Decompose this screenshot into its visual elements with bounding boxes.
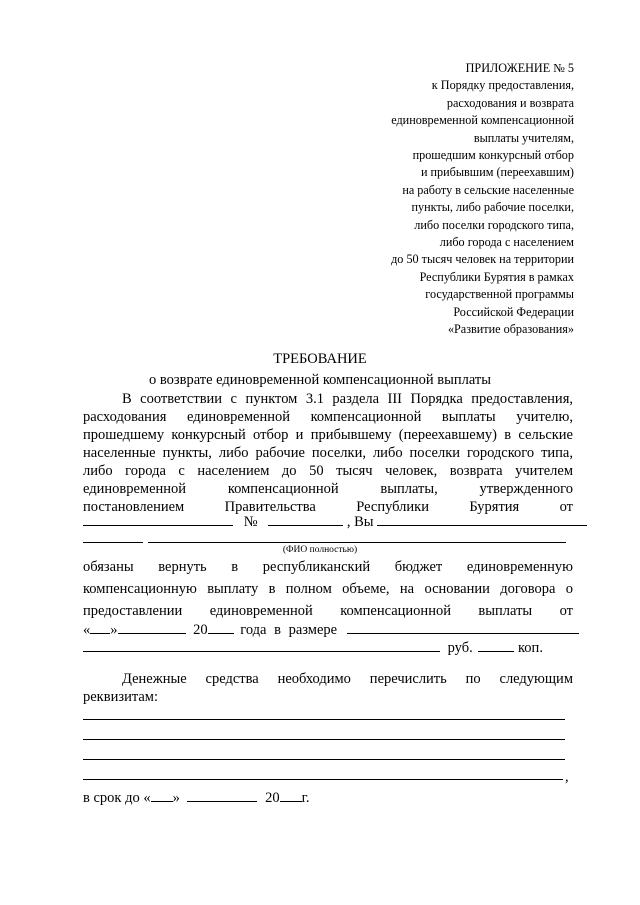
appendix-line: до 50 тысяч человек на территории — [391, 252, 574, 267]
requisites-blank-2[interactable] — [83, 739, 565, 740]
para1-line-1: В соответствии с пунктом 3.1 раздела III Порядка предоставления, — [122, 391, 573, 407]
deadline-suffix: г. — [301, 790, 310, 806]
deadline-line — [83, 788, 573, 807]
document-subtitle: о возврате единовременной компенсационной выплаты — [149, 372, 491, 388]
open-quote: « — [83, 622, 91, 638]
appendix-line: расходования и возврата — [446, 95, 574, 110]
appendix-header — [334, 60, 574, 339]
requisites-blank-3[interactable] — [83, 759, 565, 760]
para1-line-11: предоставлении единовременной компенсационной выплаты от — [83, 603, 573, 619]
fio-caption: (ФИО полностью) — [282, 545, 358, 555]
para1-line-3: прошедшему конкурсный отбор и прибывшему (переехавшему) в сельские — [83, 427, 573, 443]
appendix-line: государственной программы — [425, 287, 574, 302]
fio-blank-1[interactable] — [377, 512, 587, 526]
appendix-line: единовременной компенсационной — [391, 113, 574, 128]
you-label: , Вы — [346, 514, 374, 530]
para1-line-2: расходования единовременной компенсационной выплаты учителю, — [83, 409, 573, 425]
document-title: ТРЕБОВАНИЕ — [273, 351, 367, 367]
para1-line-7: постановлением Правительства Республики Бурятия от — [83, 499, 573, 515]
deadline-close-quote: » — [172, 790, 180, 806]
appendix-line: выплаты учителям, — [473, 130, 574, 145]
appendix-line: к Порядку предоставления, — [431, 78, 574, 93]
para1-line-10: компенсационную выплату в полном объеме, на основании договора о — [83, 581, 573, 597]
deadline-day-blank[interactable] — [151, 788, 173, 802]
amount-line — [83, 638, 573, 657]
appendix-line: ПРИЛОЖЕНИЕ № 5 — [465, 61, 574, 75]
appendix-line: прошедшим конкурсный отбор — [412, 148, 574, 163]
amount-label: года в размере — [240, 622, 338, 638]
requisites-blank-1[interactable] — [83, 719, 565, 720]
appendix-line: и прибывшим (переехавшим) — [420, 165, 574, 180]
amount-words-blank[interactable] — [347, 620, 579, 634]
resolution-details-line — [83, 512, 573, 531]
contract-month-blank[interactable] — [118, 620, 186, 634]
appendix-line: пункты, либо рабочие поселки, — [411, 200, 574, 215]
deadline-prefix: в срок до « — [83, 790, 151, 806]
deadline-year-blank[interactable] — [280, 788, 302, 802]
fio-blank-2b[interactable] — [148, 542, 566, 543]
para1-line-6: единовременной компенсационной выплаты, утвержденного — [83, 481, 573, 497]
para1-line-9: обязаны вернуть в республиканский бюджет единовременную — [83, 559, 573, 575]
appendix-line: на работу в сельские населенные — [402, 182, 574, 197]
requisites-blank-4[interactable] — [83, 779, 563, 780]
contract-date-line — [83, 620, 573, 639]
close-quote: » — [110, 622, 118, 638]
appendix-line: либо города с населением — [439, 235, 574, 250]
appendix-line: Республики Бурятия в рамках — [419, 269, 574, 284]
amount-kop-blank[interactable] — [478, 638, 514, 652]
contract-year-blank[interactable] — [208, 620, 234, 634]
deadline-year-prefix: 20 — [265, 790, 280, 806]
requisites-comma: , — [565, 769, 569, 785]
amount-rub-blank[interactable] — [83, 638, 440, 652]
fio-blank-2a[interactable] — [83, 542, 143, 543]
resolution-date-blank[interactable] — [83, 512, 233, 526]
para1-line-5: либо города с населением до 50 тысяч человек, возврата учителем — [83, 463, 573, 479]
appendix-line: Российской Федерации — [453, 304, 574, 319]
para2-line-2: реквизитам: — [83, 689, 158, 705]
kop-label: коп. — [518, 640, 543, 656]
appendix-line: «Развитие образования» — [447, 322, 574, 337]
year-prefix: 20 — [193, 622, 208, 638]
deadline-month-blank[interactable] — [187, 788, 257, 802]
rub-label: руб. — [447, 640, 473, 656]
number-sign: № — [243, 514, 258, 530]
para1-line-4: населенные пункты, либо рабочие поселки, либо поселки городского типа, — [83, 445, 573, 461]
contract-day-blank[interactable] — [90, 620, 110, 634]
appendix-line: либо поселки городского типа, — [414, 217, 574, 232]
para2-line-1: Денежные средства необходимо перечислить по следующим — [122, 671, 573, 687]
resolution-number-blank[interactable] — [268, 512, 343, 526]
